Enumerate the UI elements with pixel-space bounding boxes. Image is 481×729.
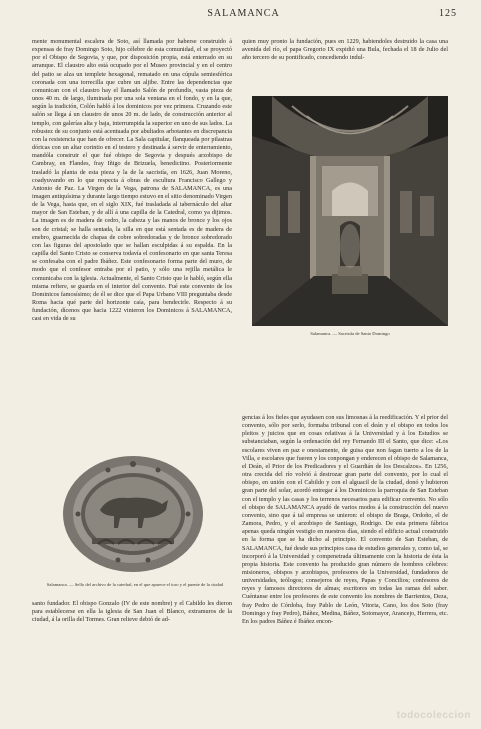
right-top-paragraph: quien muy pronto la fundación, pues en 1229, habiendoles destruido la casa una avenida del río, el papa Gregorio IX expidió una Bula, fechada el 18 de Julio del año tercero de su pontificado, concediendo indul- [242, 38, 448, 62]
running-title: SALAMANCA [207, 8, 280, 19]
right-column-top-text [242, 38, 448, 94]
seal-caption: Salamanca. — Sello del archivo de la catedral, en el que aparece el toro y el puente de la ciudad [46, 582, 224, 587]
sacristy-photo [252, 96, 448, 326]
cathedral-seal-image [58, 452, 208, 576]
right-bottom-paragraph: gencias á los fieles que ayudasen con sus limosnas á la reedificación. Y el prior del convento, sólo por serlo, formaba tribunal con el deán y el obispo en todos los pleitos y juicios que en cosas relativas á la Universidad y á los Estudios se substanciaban, según la ordenación del rey Fernando III el Santo, que dice: «Los escolares viven en paz e onestamente, de guisa que non fagan tuerto a los de la Villa, e escolares que fueren y los conpongan y enderecen el obispo de Salamanca, el Deán, el Prior de los Predicadores y el Guardián de los Descalzos». En 1256, otra crecida del río volvió á destrozar gran parte del convento, por lo cual el obispo, en unión con el Cabildo y con el alguacil de la ciudad, donó y hubieron gran parte del solar, acordó entregar á los Dominicos la parroquia de San Esteban con el templo y las casas y los terrenos necesarios para edificar convento. No sólo el obispo de SALAMANCA ayudó de varios modos á la construcción del nuevo convento, sino que á tal empresa se unieron: el obispo de Braga, Ordoño, el de Zamora, Pedro, y el arzobispo de Santiago, Rodrigo. De esta primera fábrica apenas queda ningún vestigio en nuestros días, siendo el edificio actual construido en la forma que se ha dicho al principio. El convento de San Esteban, de SALAMANCA, fué desde sus principios casa de estudios generales y, como tal, se incorporó á la Universidad y compenetrada últimamente con la historia de ésta la propia historia. Este convento ha producido gran número de hombres célebres: misioneros, obispos y arzobispos, profesores de la Universidad, fundadores de universidades, teólogos; consejeros de reyes, Papas y Concilios; confesores de reyes y famosos directores de almas; escritores en todas las ramas del saber. Cuéntanse entre los profesores de este convento los nombres de Barrientos, Deza, fray Pedro de Córdoba, fray Pablo de León, Vitoria, Cano, los dos Soto (fray Domingo y fray Pedro), Báñez, Medina, Báñez, Sotomayor, Arancejo, Herrera, etc. En los padres Báñez é Ibáñez encon- [242, 414, 448, 625]
photo-caption: Salamanca. — Sacristía de Santo Domingo [310, 331, 390, 336]
page-header [30, 8, 457, 24]
page-number: 125 [439, 8, 457, 19]
left-column-text [32, 38, 232, 456]
left-column-bottom-text [32, 600, 232, 680]
right-column-bottom-text [242, 414, 448, 684]
seal-illustration [58, 452, 208, 576]
left-bottom-paragraph: santo fundador. El obispo Gonzalo (IV de este nombre) y el Cabildo les dieron para establecerse en ella la iglesia de San Juan el Blanco, extramuros de la ciudad, á la orilla del Tormes. Gran relieve debió de ad- [32, 600, 232, 624]
watermark: todocoleccion [396, 710, 471, 721]
sacristy-photo-illustration [252, 96, 448, 326]
left-paragraph: mente monumental escalera de Soto, así llamada por haberse construido á expensas de fray Domingo Soto, hijo célebre de esta comunidad, el se proyectó por el Obispo de Segovia, y que, por disposición propia, está enterrado en su arranque. El claustro alto está ocupado por el Museo provincial y en el centro del patio se alza un templete hexagonal, rematado en una cúpula semiesférica coronada con una torrecilla que cubre un aljibe. Entre las dependencias que comunican con el claustro hay el llamado Salón de profundis, vasta pieza de unos 40 m. de largo, iluminada por una sola ventana en el fondo, y en la que, según la tradición, Colón habló á los dominicos por vez primera. Cruzando este salón se llega á un claustro de unos 20 m. de lado, de construcción anterior al templo, con galerías alta y baja, interrumpida la superior en uno de sus lados. La robustez de su conjunto está acentuada por abultados arbotantes en discrepancia con la resistencia que han de ofrecer. La Sala capitular, flanqueada por pilastras dóricas con un altar corintio en el testero y destinada á servir de enterramiento, mandóla construir el que fué obispo de Segovia y después arzobispo de Cambray, en Flandes, fray Iñigo de Brizuela, benedictino. Posteriormente trasladó la planta de esta pieza y la de la sacristía, en 1626, Juan Moreno, coadyuvando en lo que respecta á obras de escultura Francisco Gallego y Antonio de Paz. La Virgen de la Vega, patrona de SALAMANCA, es una imagen antiquísima y durante largo tiempo estuvo en el sitio denominado Virgen de la Vega, hasta que, en el siglo XIX, fué trasladada al tabernáculo del altar mayor de San Esteban, y de allí á una capilla de la Catedral, como ya dijimos. La imagen es de madera de cedro, la cabeza y las manos de bronce y los ojos son de cristal; se halla sentada, la silla en que está sentada es de madera de enebro, guarnecida de chapas de cobre sobredoradas y de bronce sobredorado con las figuras del apostolado que se hallan esculpidas á su espalda. En la capilla del Santo Cristo se conserva todavía el confesonario en que santa Teresa se confesaba con el padre Ibáñez. Este confesonario forma parte del muro, de modo que el confesor entraba por el patio, y sólo una rejilla metálica le comunicaba con la iglesia. Actualmente, el Santo Cristo que le habló, según ella misma refiere, se guarda en el interior del convento. Fué este convento de los Dominicos famosísimo; de él se dice que el Papa Urbano VIII preguntaba desde Roma hacia qué parte del horizonte caía, para bendecirle. Respecto á su fundación, dícenos que hacia 1222 vinieron los Dominicos á SALAMANCA, casi en vida de su [32, 38, 232, 323]
